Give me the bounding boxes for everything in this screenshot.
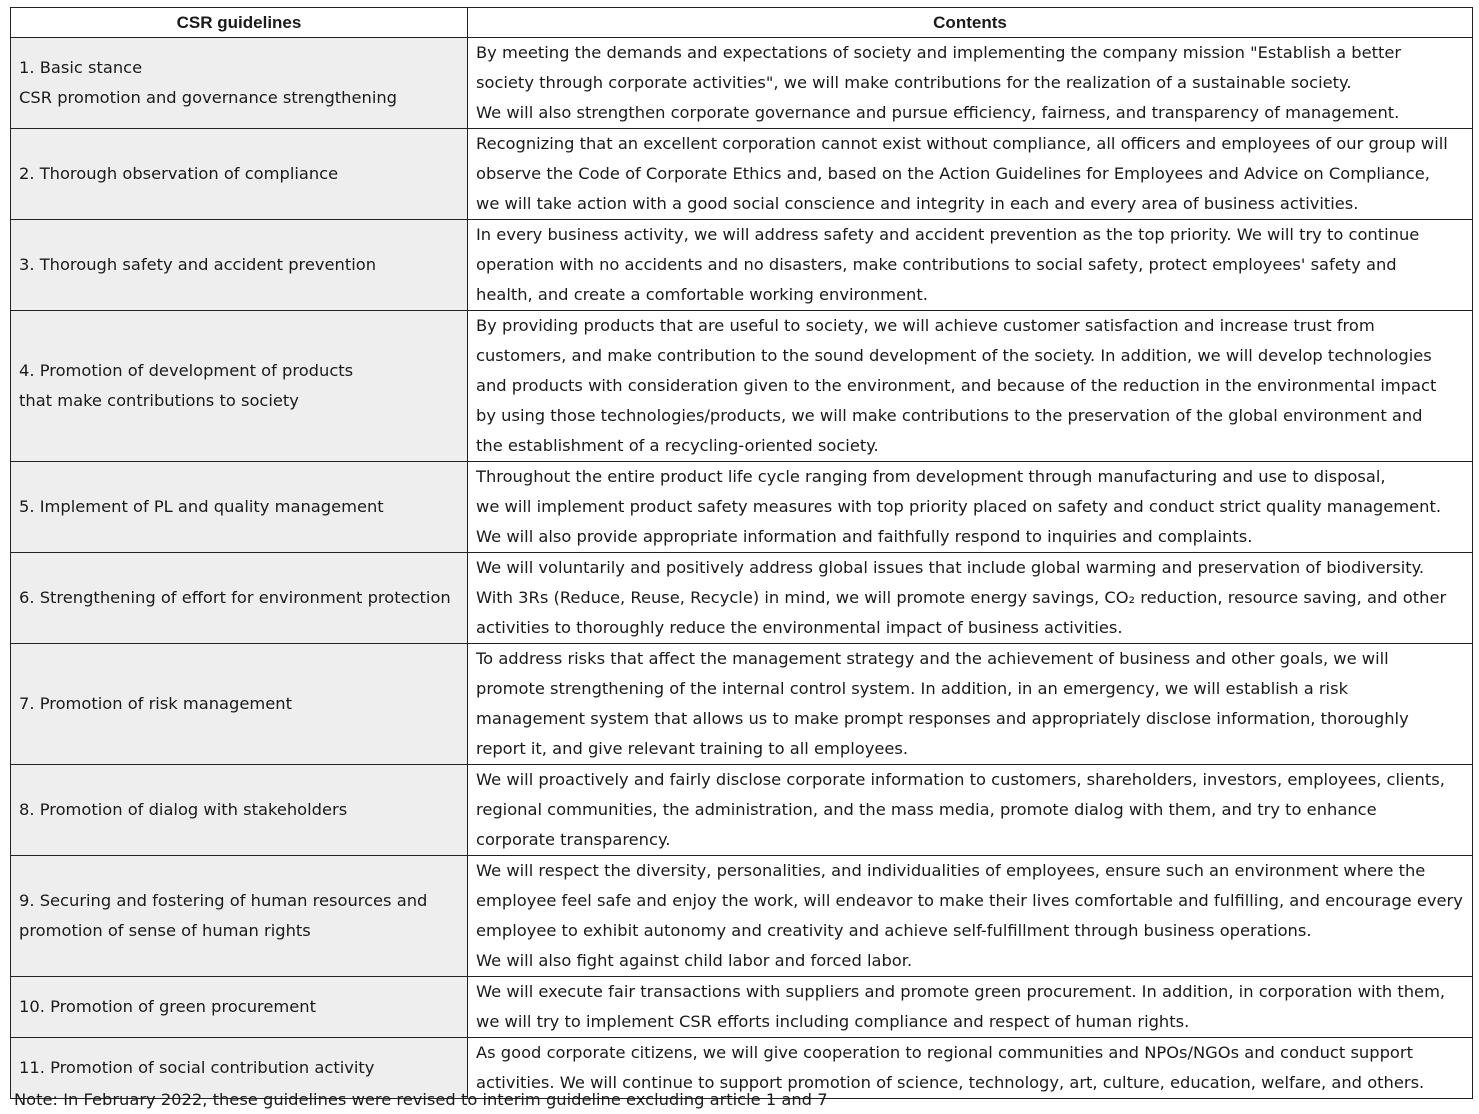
contents-text: society through corporate activities", we will make contributions for the realization of a sustainable society. [476,73,1352,92]
contents-cell [468,977,1473,1038]
csr-guidelines-table [10,7,1473,1099]
guideline-cell [11,220,468,311]
contents-cell [468,644,1473,765]
contents-text: observe the Code of Corporate Ethics and, based on the Action Guidelines for Employees and Advice on Compliance, [476,164,1430,183]
table-row [11,856,1473,977]
contents-text: We will respect the diversity, personalities, and individualities of employees, ensure such an environment where the [476,861,1426,880]
contents-text: We will also fight against child labor and forced labor. [476,951,913,970]
contents-cell [468,38,1473,129]
contents-text: employee to exhibit autonomy and creativity and achieve self-fulfillment through business operations. [476,921,1312,940]
contents-text: activities to thoroughly reduce the environmental impact of business activities. [476,618,1123,637]
guideline-text: 10. Promotion of green procurement [19,997,316,1016]
contents-cell [468,765,1473,856]
header-csr-guidelines: CSR guidelines [11,8,468,38]
guideline-text: 4. Promotion of development of products [19,361,354,380]
guideline-text: CSR promotion and governance strengthening [19,88,398,107]
guideline-text: 3. Thorough safety and accident prevention [19,255,377,274]
contents-cell [468,129,1473,220]
contents-text: By providing products that are useful to society, we will achieve customer satisfaction and increase trust from [476,316,1375,335]
contents-text: customers, and make contribution to the sound development of the society. In addition, we will develop technologies [476,346,1432,365]
contents-text: and products with consideration given to the environment, and because of the reduction in the environmental impact [476,376,1437,395]
guideline-text: 2. Thorough observation of compliance [19,164,339,183]
guideline-text: promotion of sense of human rights [19,921,311,940]
guideline-cell [11,129,468,220]
contents-text: We will also strengthen corporate governance and pursue efficiency, fairness, and transparency of management. [476,103,1400,122]
contents-text: regional communities, the administration, and the mass media, promote dialog with them, and try to enhance [476,800,1377,819]
contents-text: report it, and give relevant training to all employees. [476,739,909,758]
contents-text: the establishment of a recycling-oriented society. [476,436,879,455]
table-row [11,977,1473,1038]
table-row [11,462,1473,553]
csr-guidelines-table-container [10,7,1472,1099]
guideline-cell [11,765,468,856]
guideline-text: 11. Promotion of social contribution activity [19,1058,375,1077]
contents-text: activities. We will continue to support promotion of science, technology, art, culture, education, welfare, and others. [476,1073,1425,1092]
footnote: Note: In February 2022, these guidelines were revised to interim guideline excluding article 1 and 7 [14,1090,828,1109]
table-row [11,644,1473,765]
contents-text: employee feel safe and enjoy the work, will endeavor to make their lives comfortable and fulfilling, and encourage every [476,891,1463,910]
guideline-cell [11,311,468,462]
table-row [11,765,1473,856]
guideline-text: 6. Strengthening of effort for environment protection [19,588,451,607]
contents-text: health, and create a comfortable working environment. [476,285,928,304]
contents-text: we will take action with a good social conscience and integrity in each and every area of business activities. [476,194,1359,213]
guideline-cell [11,553,468,644]
table-row [11,38,1473,129]
guideline-text: 8. Promotion of dialog with stakeholders [19,800,348,819]
contents-cell [468,856,1473,977]
contents-text: Recognizing that an excellent corporation cannot exist without compliance, all officers and employees of our group will [476,134,1448,153]
contents-text: By meeting the demands and expectations of society and implementing the company mission "Establish a better [476,43,1402,62]
contents-text: management system that allows us to make prompt responses and appropriately disclose information, thoroughly [476,709,1409,728]
table-row [11,220,1473,311]
contents-text: promote strengthening of the internal control system. In addition, in an emergency, we will establish a risk [476,679,1348,698]
contents-text: With 3Rs (Reduce, Reuse, Recycle) in mind, we will promote energy savings, CO₂ reduction, resource saving, and other [476,588,1447,607]
contents-text: we will implement product safety measures with top priority placed on safety and conduct strict quality management. [476,497,1442,516]
table-body [11,38,1473,1099]
guideline-cell [11,977,468,1038]
contents-cell [468,311,1473,462]
contents-text: As good corporate citizens, we will give cooperation to regional communities and NPOs/NGOs and conduct support [476,1043,1413,1062]
contents-text: operation with no accidents and no disasters, make contributions to social safety, protect employees' safety and [476,255,1397,274]
guideline-cell [11,856,468,977]
guideline-text: 9. Securing and fostering of human resources and [19,891,428,910]
contents-text: corporate transparency. [476,830,671,849]
table-row [11,311,1473,462]
contents-text: In every business activity, we will address safety and accident prevention as the top priority. We will try to continue [476,225,1420,244]
contents-cell [468,220,1473,311]
guideline-text: 7. Promotion of risk management [19,694,292,713]
contents-text: To address risks that affect the management strategy and the achievement of business and other goals, we will [476,649,1389,668]
contents-text: Throughout the entire product life cycle ranging from development through manufacturing and use to disposal, [476,467,1386,486]
guideline-cell [11,462,468,553]
table-row [11,553,1473,644]
guideline-text: 1. Basic stance [19,58,143,77]
contents-cell [468,553,1473,644]
table-row [11,129,1473,220]
guideline-cell [11,38,468,129]
guideline-text: that make contributions to society [19,391,299,410]
contents-text: We will voluntarily and positively address global issues that include global warming and preservation of biodiversity. [476,558,1425,577]
contents-text: we will try to implement CSR efforts including compliance and respect of human rights. [476,1012,1190,1031]
guideline-text: 5. Implement of PL and quality management [19,497,384,516]
contents-text: We will also provide appropriate information and faithfully respond to inquiries and complaints. [476,527,1253,546]
contents-text: We will proactively and fairly disclose corporate information to customers, shareholders, investors, employees, clients, [476,770,1445,789]
table-header-row [11,8,1473,38]
contents-cell [468,462,1473,553]
contents-text: We will execute fair transactions with suppliers and promote green procurement. In addition, in corporation with them, [476,982,1446,1001]
header-contents: Contents [468,8,1473,38]
guideline-cell [11,644,468,765]
contents-text: by using those technologies/products, we will make contributions to the preservation of the global environment and [476,406,1423,425]
